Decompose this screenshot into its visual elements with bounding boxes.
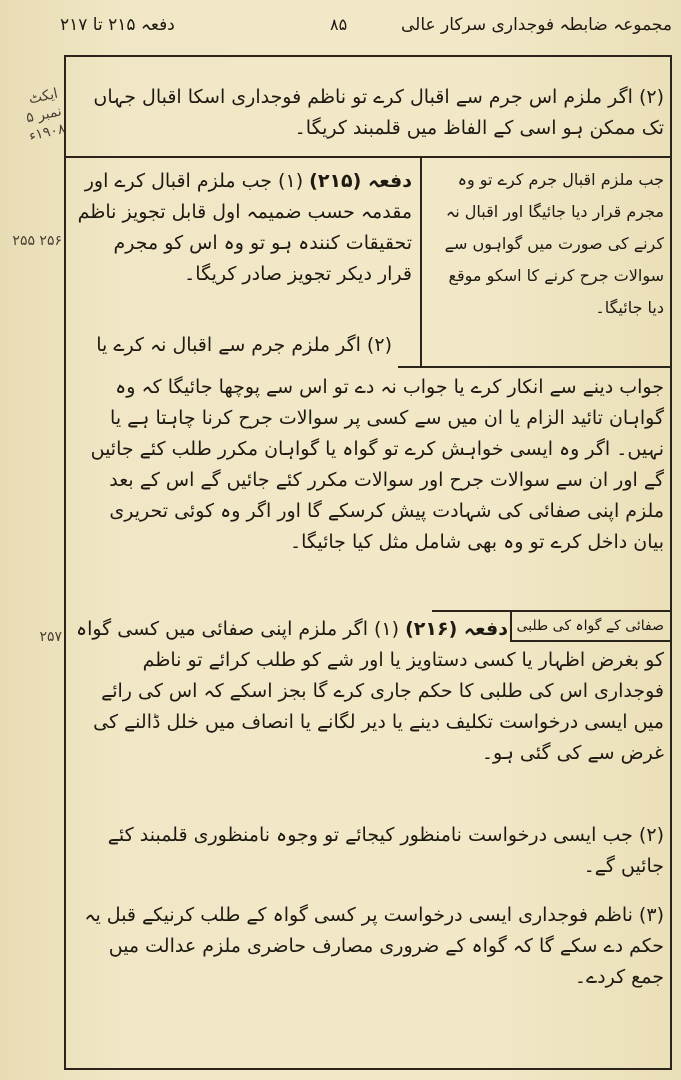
page-number: ۸۵: [330, 15, 348, 34]
header-title: مجموعہ ضابطہ فوجداری سرکار عالی: [400, 15, 672, 35]
page-header: [60, 8, 672, 42]
section-215-heading: دفعہ (۲۱۵): [309, 170, 412, 192]
section-216-1: [74, 614, 664, 769]
box1-bottom: [398, 366, 670, 368]
margin-note-act: ایکٹ نمبر ۵ ۱۹۰۸ء: [24, 85, 67, 145]
margin-note-ref-1: ۲۵۵ ۲۵۶: [12, 233, 62, 249]
section-215-2-cont: جواب دینے سے انکار کرے یا جواب نہ دے تو اس سے پوچھا جائیگا کہ وہ گواہان تائید الزام یا ان میں سے کسی پر سوالات جرح کرنا چاہتا ہے یا نہیں۔ اگر وہ ایسی خواہش کرے تو گواہ یا گواہان مکرر طلب کئے جائیں گے اور ان سے سوالات جرح اور سوالات مکرر کئے جائیں گے اس کے بعد ملزم اپنی صفائی کی شہادت پیش کرسکے گا اور اگر وہ کوئی تحریری بیان داخل کرے تو وہ بھی شامل مثل کیا جائیگا۔: [90, 376, 664, 553]
paragraph-top-2: (۲) اگر ملزم اس جرم سے اقبال کرے تو ناظم فوجداری اسکا اقبال جہاں تک ممکن ہو اسی کے الفاظ میں قلمبند کریگا۔: [93, 86, 664, 139]
box1-divider: [420, 156, 422, 366]
divider-top: [66, 156, 670, 158]
header-section-ref: دفعہ ۲۱۵ تا ۲۱۷: [60, 15, 175, 35]
side-box-confession: جب ملزم اقبال جرم کرے تو وہ مجرم قرار دیا جائیگا اور اقبال نہ کرنے کی صورت میں گواہوں سے سوالات جرح کرنے کا اسکو موقع دیا جائیگا۔: [444, 170, 664, 317]
section-216-3: (۳) ناظم فوجداری ایسی درخواست پر کسی گواہ کے طلب کرنیکے قبل یہ حکم دے سکے گا کہ گواہ کے ضروری مصارف حاضری ملزم عدالت میں جمع کردے۔: [84, 904, 664, 988]
section-216-heading: دفعہ (۲۱۶): [405, 618, 508, 640]
section-215-2-start: (۲) اگر ملزم جرم سے اقبال نہ کرے یا: [96, 334, 392, 356]
section-215-1-text: (۱) جب ملزم اقبال کرے اور مقدمہ حسب ضمیمہ اول قابل تجویز ناظم تحقیقات کنندہ ہو تو وہ اس کو مجرم قرار دیکر تجویز صادر کریگا۔: [77, 170, 412, 285]
side-box-defense-witness: صفائی کے گواہ کی طلبی: [516, 618, 664, 634]
margin-note-ref-2: ۲۵۷: [39, 629, 62, 645]
section-215-1: [74, 166, 412, 290]
section-216-1-text: (۱) اگر ملزم اپنی صفائی میں کسی گواہ کو بغرض اظہار یا کسی دستاویز یا اور شے کو طلب کرائے تو ناظم فوجداری اس کی طلبی کا حکم جاری کرے گا بجز اسکے کہ اس کی رائے میں ایسی درخواست تکلیف دینے یا دیر لگانے یا انصاف میں خلل ڈالنے کی غرض سے کی گئی ہو۔: [75, 618, 664, 764]
section-216-2: (۲) جب ایسی درخواست نامنظور کیجائے تو وجوہ نامنظوری قلمبند کئے جائیں گے۔: [107, 824, 664, 877]
